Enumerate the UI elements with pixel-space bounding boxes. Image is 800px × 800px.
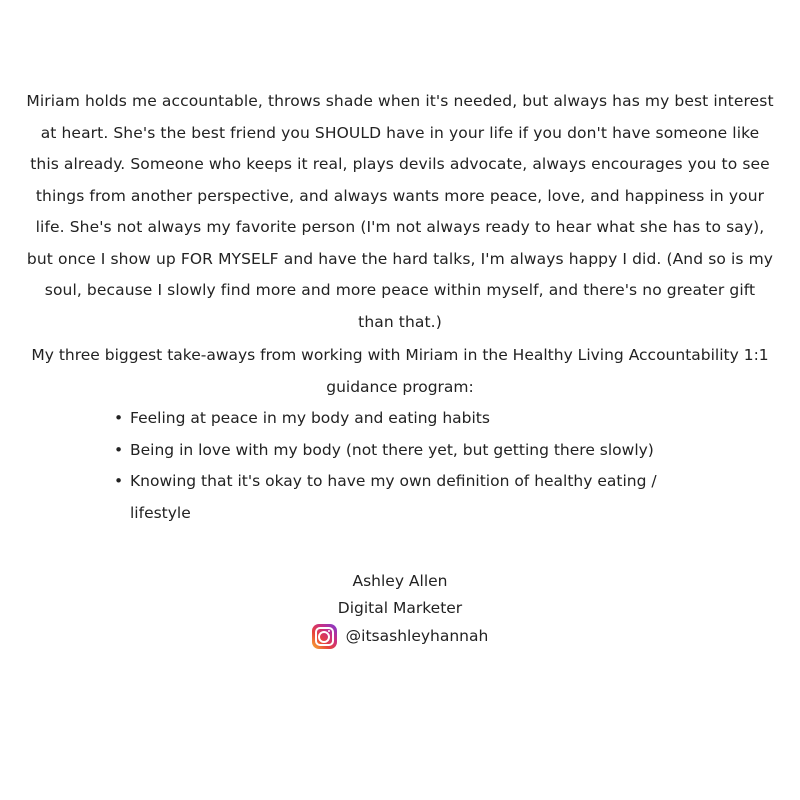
bullet-icon: • (114, 409, 124, 427)
social-handle-row[interactable] (0, 623, 800, 650)
takeaway-text: Being in love with my body (not there yet, but getting there slowly) (130, 440, 654, 459)
takeaways-intro: My three biggest take-aways from working with Miriam in the Healthy Living Accountability 1:1 guidance program: (31, 346, 769, 396)
list-item (112, 403, 672, 435)
takeaway-text: Knowing that it's okay to have my own definition of healthy eating / lifestyle (130, 472, 657, 522)
bullet-icon: • (114, 472, 124, 490)
list-item (112, 466, 672, 529)
author-title: Digital Marketer (337, 599, 463, 617)
author-signature (0, 568, 800, 650)
author-name: Ashley Allen (352, 572, 448, 590)
instagram-icon[interactable] (312, 624, 337, 649)
testimonial-quote: Miriam holds me accountable, throws shade when it's needed, but always has my best interest at heart. She's the best friend you SHOULD have in your life if you don't have someone like this already. Someone who keeps it real, plays devils advocate, always encourages you to see things from another perspective, and always wants more peace, love, and happiness in your life. She's not always my favorite person (I'm not always ready to hear what she has to say), but once I show up FOR MYSELF and have the hard talks, I'm always happy I did. (And so is my soul, because I slowly find more and more peace within myself, and there's no greater gift than that.) (26, 92, 774, 331)
instagram-handle[interactable]: @itsashleyhannah (345, 627, 489, 645)
list-item (112, 435, 672, 467)
bullet-icon: • (114, 440, 124, 459)
takeaway-text: Feeling at peace in my body and eating habits (130, 409, 490, 427)
takeaways-list (112, 403, 672, 529)
